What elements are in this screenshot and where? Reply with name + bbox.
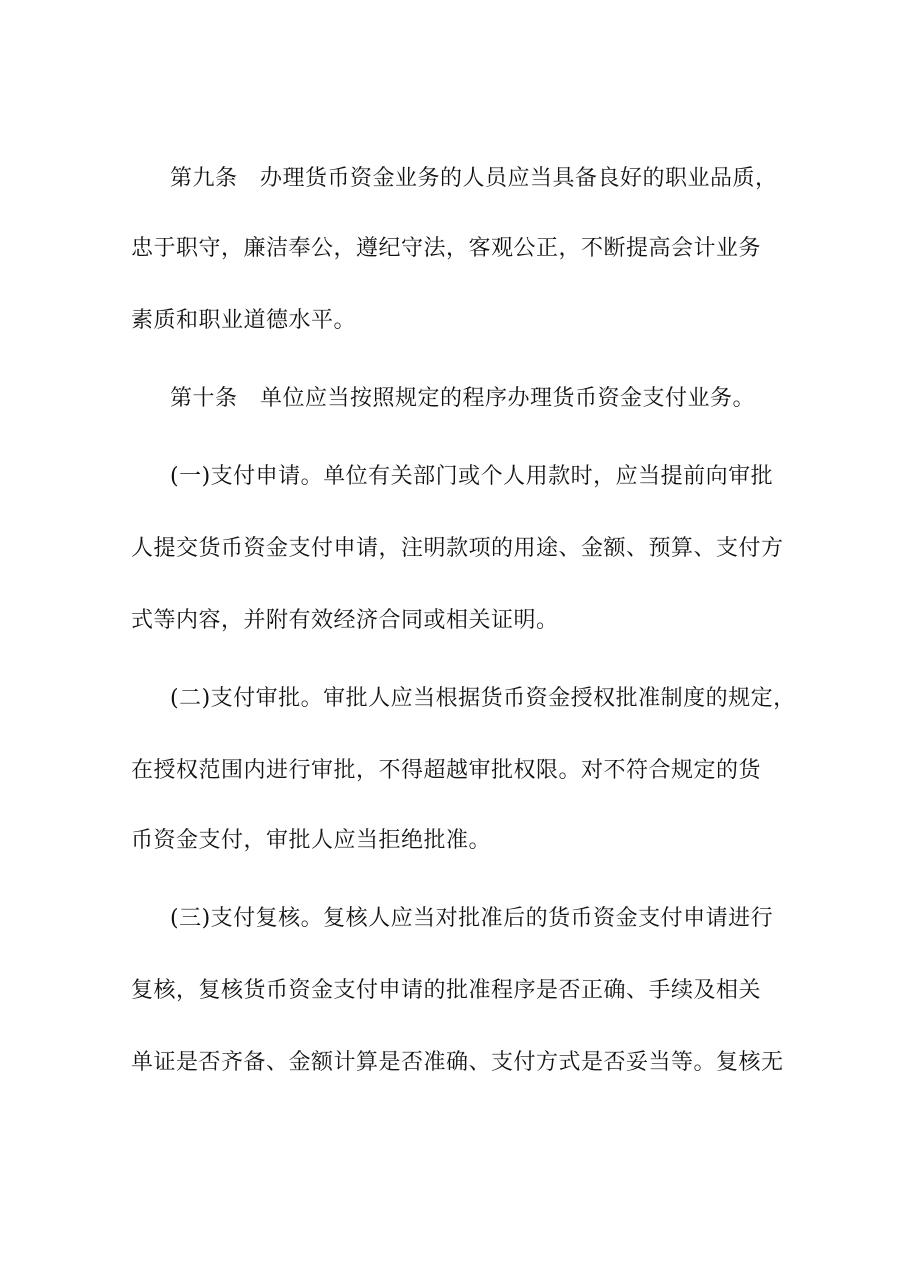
article-9-line-3: 素质和职业道德水平。 [131,308,357,333]
item-3-line-2: 复核，复核货币资金支付申请的批准程序是否正确、手续及相关 [131,978,762,1003]
item-2-line-2: 在授权范围内进行审批，不得超越审批权限。对不符合规定的货 [131,758,762,783]
item-1-line-1: (一)支付申请。单位有关部门或个人用款时，应当提前向审批 [170,464,774,489]
item-2-line-3: 币资金支付，审批人应当拒绝批准。 [131,828,492,853]
item-3-line-1: (三)支付复核。复核人应当对批准后的货币资金支付申请进行 [170,906,774,931]
article-9-line-1: 第九条 办理货币资金业务的人员应当具备良好的职业品质， [170,166,778,191]
item-1-line-2: 人提交货币资金支付申请，注明款项的用途、金额、预算、支付方 [131,536,784,561]
article-10-line-1: 第十条 单位应当按照规定的程序办理货币资金支付业务。 [170,386,756,411]
item-3-line-3: 单证是否齐备、金额计算是否准确、支付方式是否妥当等。复核无 [131,1050,784,1075]
item-1-line-3: 式等内容，并附有效经济合同或相关证明。 [131,608,559,633]
item-2-line-1: (二)支付审批。审批人应当根据货币资金授权批准制度的规定， [170,686,796,711]
article-9-line-2: 忠于职守，廉洁奉公，遵纪守法，客观公正，不断提高会计业务 [131,236,762,261]
